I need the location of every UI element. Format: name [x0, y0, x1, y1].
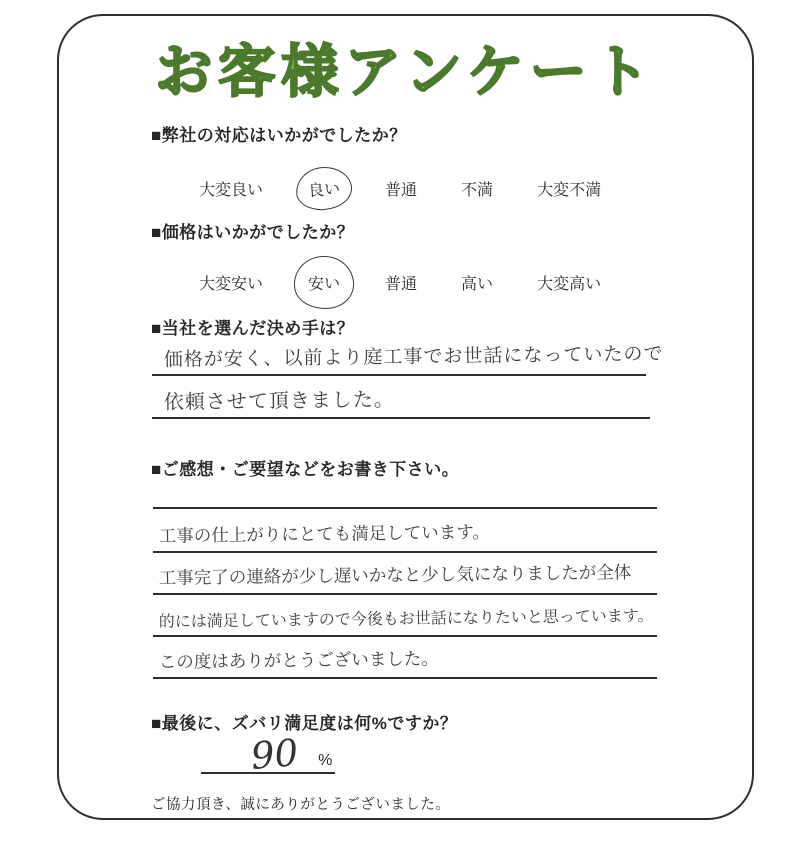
- question-3-label: ■当社を選んだ決め手は？: [151, 319, 355, 338]
- option-expensive: 高い: [461, 276, 494, 293]
- option-very-expensive: 大変高い: [537, 276, 602, 293]
- option-price-normal: 普通: [385, 276, 418, 293]
- option-very-good: 大変良い: [199, 182, 264, 199]
- handwritten-answer: 工事完了の連絡が少し遅いかなと少し気になりましたが全体: [158, 562, 632, 588]
- question-5-label: ■最後に、ズバリ満足度は何%ですか？: [151, 714, 458, 733]
- handwritten-answer: 的には満足していますので今後もお世話になりたいと思っています。: [158, 607, 654, 631]
- option-normal: 普通: [385, 182, 418, 199]
- question-4-label: ■ご感想・ご要望などをお書き下さい。: [151, 460, 460, 479]
- survey-sheet: [57, 14, 754, 820]
- circled-option-cheap: [293, 255, 355, 310]
- percent-unit: %: [318, 752, 333, 769]
- option-very-cheap: 大変安い: [199, 276, 264, 293]
- answer-line: [153, 553, 657, 595]
- question-2-label: ■価格はいかがでしたか？: [151, 223, 355, 242]
- answer-line: [152, 376, 650, 419]
- comments-answer-area: [153, 507, 657, 679]
- handwritten-answer: この度はありがとうございました。: [158, 648, 439, 672]
- question-2-options: [199, 270, 601, 295]
- option-very-dissatisfied: 大変不満: [537, 182, 602, 199]
- thank-you-note: ご協力頂き、誠にありがとうございました。: [151, 797, 451, 813]
- answer-line: [152, 330, 664, 376]
- handwritten-answer: 依頼させて頂きました。: [163, 389, 395, 414]
- handwritten-answer: 価格が安く、以前より庭工事でお世話になっていたので: [163, 343, 664, 371]
- answer-line: [153, 637, 657, 679]
- answer-line: [153, 509, 657, 553]
- circled-option-good: [295, 165, 354, 212]
- option-cheap: 安い: [307, 275, 341, 294]
- option-good: 良い: [307, 180, 341, 201]
- question-1-options: [199, 176, 601, 201]
- answer-line: [153, 595, 657, 637]
- question-1-label: ■弊社の対応はいかがでしたか？: [151, 126, 407, 145]
- handwritten-answer: 工事の仕上がりにとても満足しています。: [158, 521, 491, 546]
- option-dissatisfied: 不満: [461, 182, 494, 199]
- handwritten-score: 90: [249, 730, 300, 778]
- satisfaction-score-line: [201, 730, 335, 778]
- page-title: お客様アンケート: [155, 40, 656, 104]
